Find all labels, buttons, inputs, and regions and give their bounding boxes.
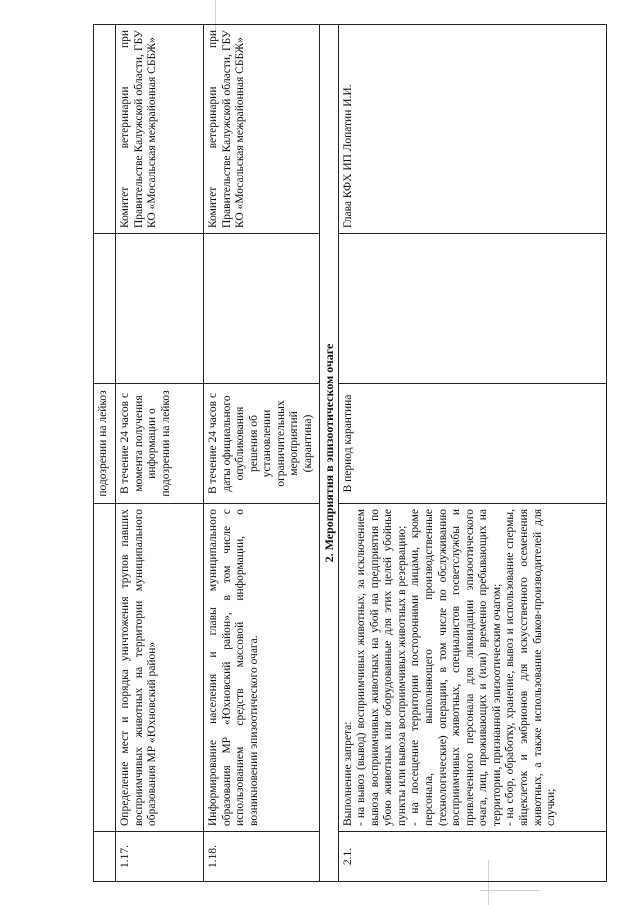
measure-line: - на сбор, обработку, хранение, вывоз и использование спермы, яйцеклеток и эмбрионов для искусственного осеменения животных, а также использование быков-производителей для случки; (504, 509, 558, 826)
measure-line: - на посещение территории посторонними лицами, кроме персонала, выполняющего производственные (технологические) операции, в том числе по обслуживанию восприимчивых животных, специалистов госветслужбы и привлеченного персонала для ликвидации эпизоотического очага, лиц, проживающих и (или) временно пребывающих на территории, признанной эпизоотическим очагом; (409, 509, 503, 826)
deadline-cell: В период карантина (338, 384, 606, 504)
responsible-cell: Комитет ветеринарии при Правительстве Калужской области, ГБУ КО «Мосальская межрайонная СББЖ» (204, 25, 320, 234)
measure-line: - на вывоз (вывод) восприимчивых животных, за исключением вывоза восприимчивых животных на убой на предприятия по убою животных или оборудованные для этих целей убойные пункты или вывоза восприимчивых животных в резервацию; (355, 509, 408, 826)
blank-cell (116, 234, 204, 384)
section-title: 2. Мероприятия в эпизоотическом очаге (319, 25, 338, 882)
table-row (94, 25, 116, 882)
measure-cell (94, 504, 116, 832)
blank-cell (204, 234, 320, 384)
responsible-cell: Комитет ветеринарии при Правительстве Калужской области, ГБУ КО «Мосальская межрайонная СББЖ» (116, 25, 204, 234)
responsible-cell (94, 25, 116, 234)
measure-cell: Определение мест и порядка уничтожения трупов павших восприимчивых животных на территории муниципального образования МР «Юхновский район» (116, 504, 204, 832)
measure-cell: Информирование населения и главы муниципального образования МР «Юхновский район», в том числе с использованием средств массовой информации, о возникновении эпизоотического очага. (204, 504, 320, 832)
measure-cell (338, 504, 606, 832)
row-number-cell: 1.17. (116, 832, 204, 882)
table-row (116, 25, 204, 882)
table-row (338, 25, 606, 882)
measures-table (93, 24, 607, 882)
measure-line: Выполнение запрета: (341, 721, 354, 826)
document-page (93, 25, 607, 882)
table-row (204, 25, 320, 882)
row-number-cell (94, 832, 116, 882)
deadline-cell: В течение 24 часов с момента получения информации о подозрении на лейкоз (116, 384, 204, 504)
blank-cell (338, 234, 606, 384)
row-number-cell: 1.18. (204, 832, 320, 882)
scan-edge-line (480, 890, 540, 891)
deadline-cell: В течение 24 часов с даты официального опубликования решения об установлении ограничительных мероприятий (карантина) (204, 384, 320, 504)
section-header-row (319, 25, 338, 882)
deadline-cell: подозрении на лейкоз (94, 384, 116, 504)
responsible-cell: Глава КФХ ИП Лопатин И.И. (338, 25, 606, 234)
row-number-cell: 2.1. (338, 832, 606, 882)
blank-cell (94, 234, 116, 384)
